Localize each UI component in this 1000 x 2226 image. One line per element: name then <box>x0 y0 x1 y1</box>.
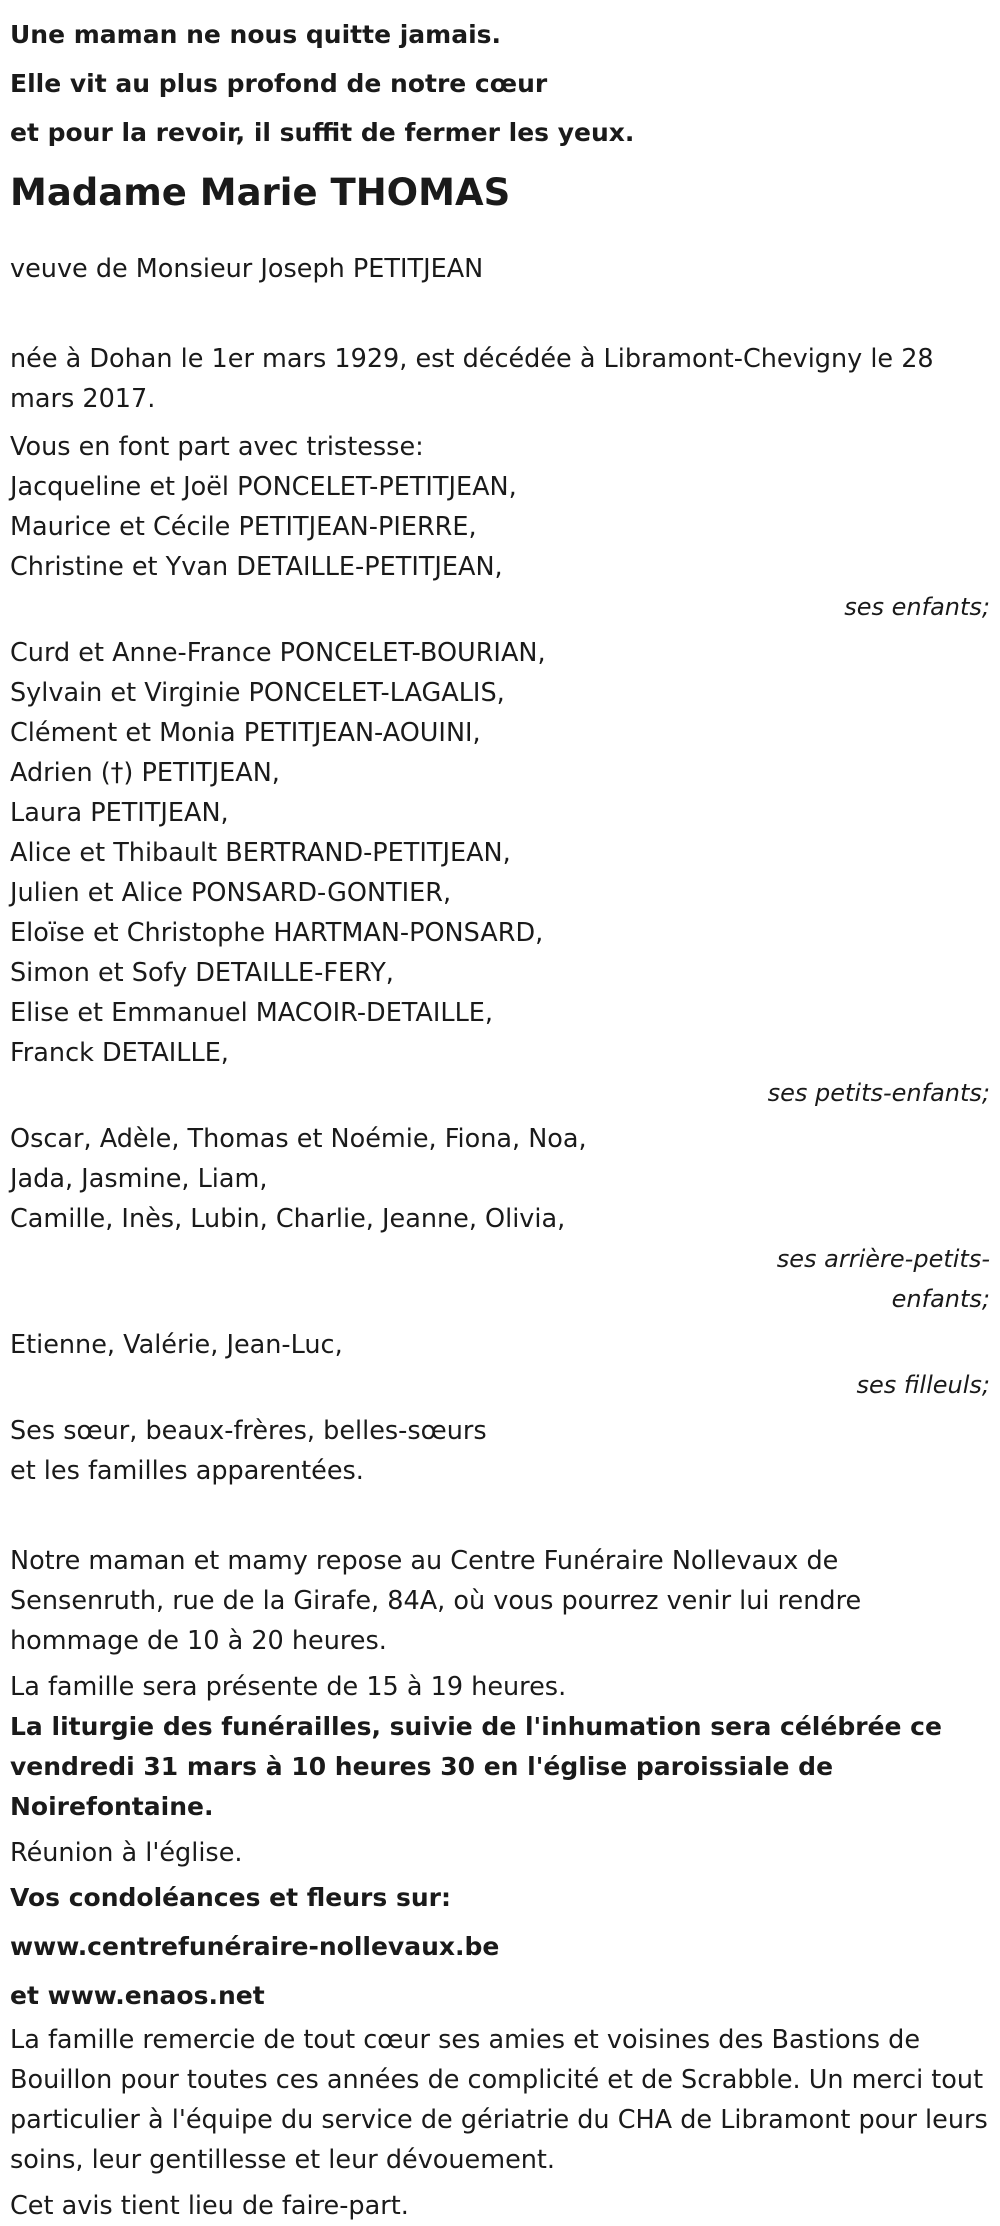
grandchild-name: Curd et Anne-France PONCELET-BOURIAN, <box>10 638 546 668</box>
quote-line-2: Elle vit au plus profond de notre cœur <box>10 69 548 98</box>
grandchild-name: Adrien (†) PETITJEAN, <box>10 758 280 788</box>
intro-line: Vous en font part avec tristesse: <box>10 432 424 462</box>
godchildren-group <box>10 1325 990 1405</box>
children-group <box>10 467 990 627</box>
condolences-link-1[interactable] <box>10 1922 990 1971</box>
grandchild-name: Franck DETAILLE, <box>10 1038 229 1068</box>
grandchild-name: Julien et Alice PONSARD-GONTIER, <box>10 878 452 908</box>
condolences-block <box>10 1873 990 2020</box>
grandchild-name: Simon et Sofy DETAILLE-FERY, <box>10 958 394 988</box>
relation-great-grandchildren-line1: ses arrière-petits- <box>776 1245 990 1273</box>
grandchildren-group <box>10 633 990 1113</box>
closing-line: Cet avis tient lieu de faire-part. <box>10 2191 409 2221</box>
grandchild-name: Alice et Thibault BERTRAND-PETITJEAN, <box>10 838 511 868</box>
condolences-label: Vos condoléances et fleurs sur: <box>10 1883 451 1912</box>
widow-of: veuve de Monsieur Joseph PETITJEAN <box>10 254 484 284</box>
great-grandchild-names: Oscar, Adèle, Thomas et Noémie, Fiona, Noa, <box>10 1124 587 1154</box>
family-line: et les familles apparentées. <box>10 1456 364 1486</box>
great-grandchild-names: Camille, Inès, Lubin, Charlie, Jeanne, Olivia, <box>10 1204 566 1234</box>
family-line: Ses sœur, beaux-frères, belles-sœurs <box>10 1416 487 1446</box>
child-name: Jacqueline et Joël PONCELET-PETITJEAN, <box>10 472 517 502</box>
extended-family <box>10 1411 990 1491</box>
relation-grandchildren: ses petits-enfants; <box>767 1079 990 1107</box>
godchildren-names: Etienne, Valérie, Jean-Luc, <box>10 1330 343 1360</box>
thanks-paragraph: La famille remercie de tout cœur ses amies et voisines des Bastions de Bouillon pour toutes ces années de complicité et de Scrabble. Un merci tout particulier à l'équipe du service de gériatrie du CHA de Libramont pour leurs soins, leur gentillesse et leur dévouement. <box>10 2025 988 2175</box>
grandchild-name: Clément et Monia PETITJEAN-AOUINI, <box>10 718 481 748</box>
grandchild-name: Laura PETITJEAN, <box>10 798 229 828</box>
relation-children: ses enfants; <box>844 593 990 621</box>
deceased-name: Madame Marie THOMAS <box>10 171 511 214</box>
grandchild-name: Sylvain et Virginie PONCELET-LAGALIS, <box>10 678 505 708</box>
liturgy-info: La liturgie des funérailles, suivie de l'inhumation sera célébrée ce vendredi 31 mars à 10 heures 30 en l'église paroissiale de Noirefontaine. <box>10 1712 942 1821</box>
meeting-info: Réunion à l'église. <box>10 1838 243 1868</box>
funeral-home-link[interactable]: www.centrefunéraire-nollevaux.be <box>10 1932 500 1961</box>
quote-line-3: et pour la revoir, il suffit de fermer les yeux. <box>10 118 635 147</box>
grandchild-name: Eloïse et Christophe HARTMAN-PONSARD, <box>10 918 544 948</box>
great-grandchildren-group <box>10 1119 990 1319</box>
condolences-link-2[interactable]: et www.enaos.net <box>10 1981 265 2010</box>
funeral-home-info: Notre maman et mamy repose au Centre Funéraire Nollevaux de Sensenruth, rue de la Girafe, 84A, où vous pourrez venir lui rendre hommage de 10 à 20 heures. <box>10 1546 862 1656</box>
relation-great-grandchildren-line2: enfants; <box>891 1285 990 1313</box>
quote-line-1: Une maman ne nous quitte jamais. <box>10 20 502 49</box>
child-name: Christine et Yvan DETAILLE-PETITJEAN, <box>10 552 503 582</box>
great-grandchild-names: Jada, Jasmine, Liam, <box>10 1164 268 1194</box>
relation-godchildren: ses filleuls; <box>856 1371 990 1399</box>
birth-death-info: née à Dohan le 1er mars 1929, est décédée à Libramont-Chevigny le 28 mars 2017. <box>10 344 934 414</box>
opening-quote <box>10 0 990 157</box>
child-name: Maurice et Cécile PETITJEAN-PIERRE, <box>10 512 477 542</box>
family-presence: La famille sera présente de 15 à 19 heures. <box>10 1672 567 1702</box>
grandchild-name: Elise et Emmanuel MACOIR-DETAILLE, <box>10 998 493 1028</box>
